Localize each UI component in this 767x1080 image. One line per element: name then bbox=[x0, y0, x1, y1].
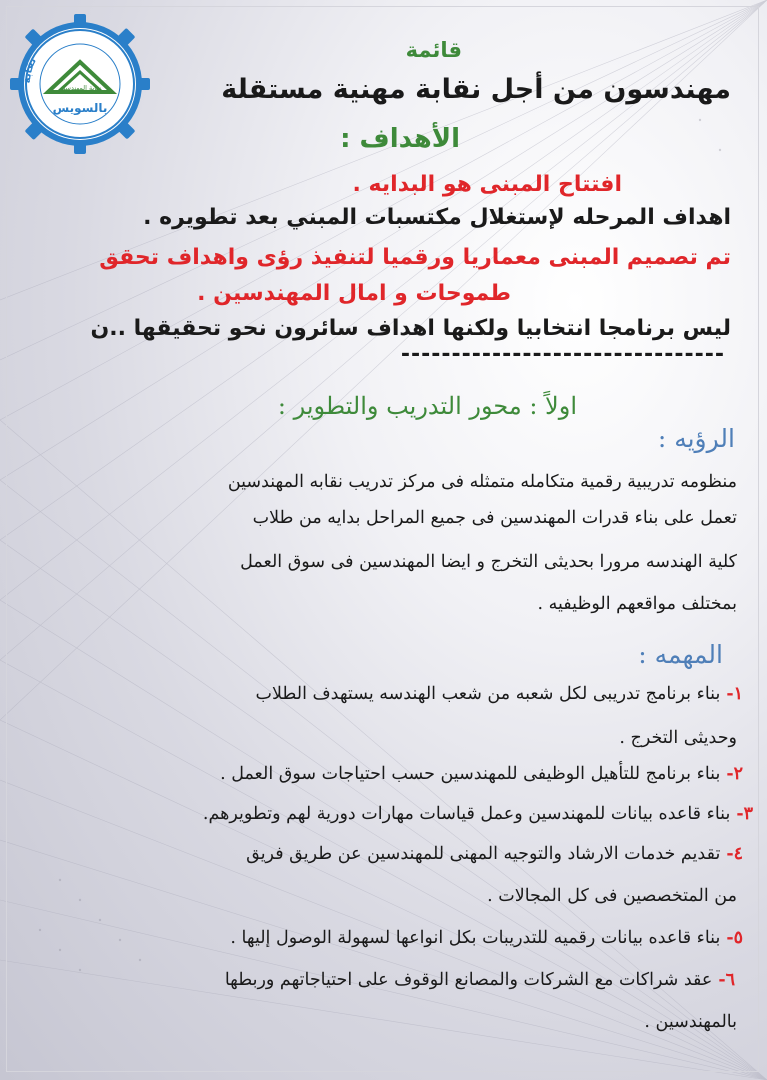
item-number: ٦- bbox=[718, 970, 735, 990]
item-text: بناء برنامج للتأهيل الوظيفى للمهندسين حسب احتياجات سوق العمل . bbox=[220, 764, 721, 784]
page-border bbox=[6, 6, 759, 1072]
item-text: بناء قاعده بيانات رقميه للتدريبات بكل انواعها لسهولة الوصول إليها . bbox=[230, 928, 721, 948]
item-text: بناء برنامج تدريبى لكل شعبه من شعب الهندسه يستهدف الطلاب bbox=[255, 684, 721, 704]
goal-line-3: تم تصميم المبنى معماريا ورقميا لتنفيذ رؤى واهداف تحقق bbox=[99, 245, 731, 270]
mission-item-4 bbox=[246, 844, 743, 864]
item-number: ٢- bbox=[726, 764, 743, 784]
item-text: تقديم خدمات الارشاد والتوجيه المهنى للمهندسين عن طريق فريق bbox=[246, 844, 721, 864]
mission-heading: المهمه : bbox=[638, 640, 723, 669]
mission-item-5 bbox=[230, 928, 743, 948]
goal-line-2: اهداف المرحله لإستغلال مكتسبات المبني بعد تطويره . bbox=[143, 205, 731, 230]
vision-line: تعمل على بناء قدرات المهندسين فى جميع المراحل بدايه من طلاب bbox=[252, 508, 737, 528]
item-text: بناء قاعده بيانات للمهندسين وعمل قياسات مهارات دورية لهم وتطويرهم. bbox=[202, 804, 731, 824]
mission-item-4-cont: من المتخصصين فى كل المجالات . bbox=[487, 886, 737, 906]
mission-item-6 bbox=[225, 970, 735, 990]
vision-line: كلية الهندسه مرورا بحديثى التخرج و ايضا المهندسين فى سوق العمل bbox=[240, 552, 737, 572]
section-heading: اولاً : محور التدريب والتطوير : bbox=[277, 392, 577, 420]
syndicate-logo bbox=[10, 14, 150, 154]
gear-emblem-icon bbox=[10, 14, 150, 154]
logo-city: بالسويس bbox=[52, 101, 108, 115]
mission-item-1 bbox=[256, 684, 744, 704]
goals-heading: الأهداف : bbox=[340, 124, 460, 154]
vision-heading: الرؤيه : bbox=[657, 424, 735, 453]
logo-ring-text: نقابة bbox=[21, 56, 39, 84]
vision-line: بمختلف مواقعهم الوظيفيه . bbox=[537, 594, 737, 614]
goal-line-1: افتتاح المبنى هو البدايه . bbox=[352, 172, 622, 197]
mission-item-2 bbox=[220, 764, 743, 784]
list-label: قائمة bbox=[405, 38, 462, 62]
item-number: ٥- bbox=[726, 928, 743, 948]
mission-item-3 bbox=[203, 804, 753, 824]
item-number: ٣- bbox=[736, 804, 753, 824]
separator: -------------------------------- bbox=[400, 342, 725, 367]
goal-line-5: ليس برنامجا انتخابيا ولكنها اهداف سائرون نحو تحقيقها ..ن bbox=[90, 316, 731, 341]
item-number: ١- bbox=[726, 684, 743, 704]
logo-inner-text: نقابة المهندسين bbox=[58, 84, 102, 92]
item-number: ٤- bbox=[726, 844, 743, 864]
item-text: عقد شراكات مع الشركات والمصانع الوقوف على احتياجاتهم وربطها bbox=[224, 970, 713, 990]
goal-line-4: طموحات و امال المهندسين . bbox=[197, 281, 511, 306]
vision-line: منظومه تدريبية رقمية متكامله متمثله فى مركز تدريب نقابه المهندسين bbox=[227, 472, 737, 492]
mission-item-6-cont: بالمهندسين . bbox=[644, 1012, 737, 1032]
list-name: مهندسون من أجل نقابة مهنية مستقلة bbox=[221, 74, 731, 105]
mission-item-1-cont: وحديثى التخرج . bbox=[619, 728, 737, 748]
